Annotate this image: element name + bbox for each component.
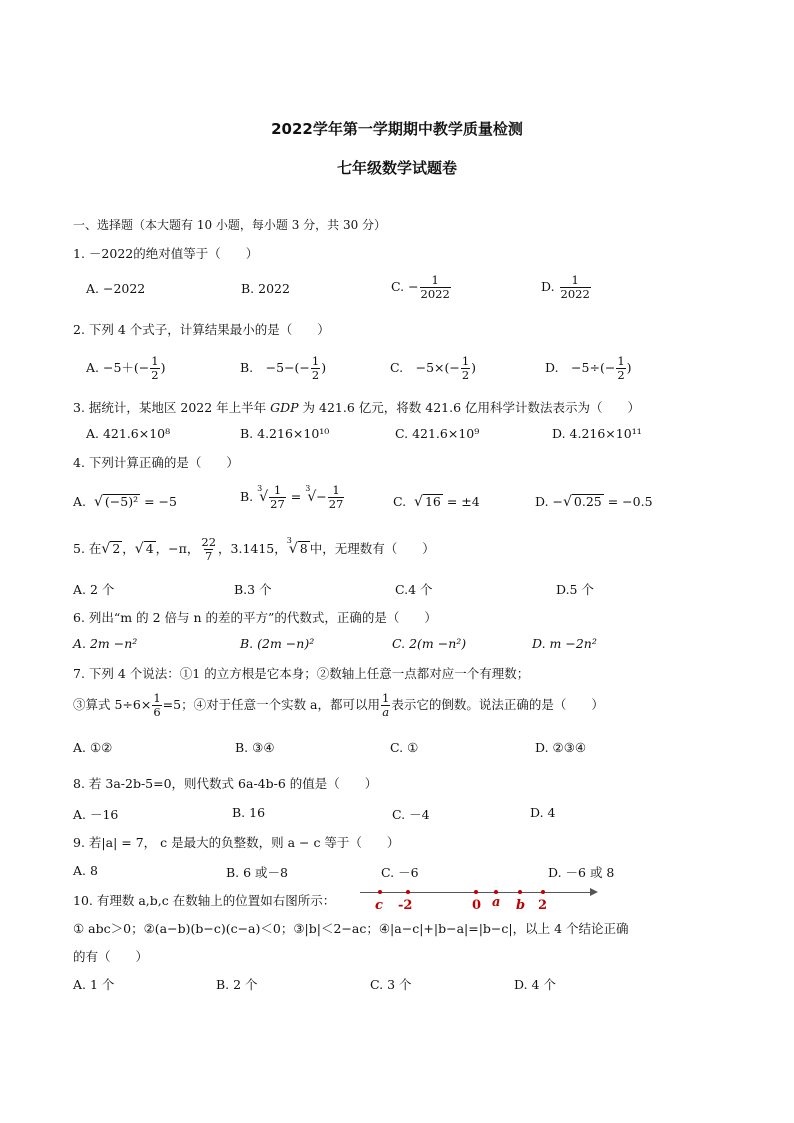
- q7-option-c: C. ①: [390, 740, 419, 755]
- q10-option-d: D. 4 个: [514, 977, 556, 992]
- question-10: 10. 有理数 a,b,c 在数轴上的位置如右图所示：: [73, 893, 336, 908]
- q1-option-c: C. − $\frac{1}{2022}$: [391, 273, 450, 302]
- q1-option-d: D. $\frac{1}{2022}$: [541, 273, 590, 302]
- q7-option-a: A. ①②: [73, 740, 113, 755]
- q5-option-d: D.5 个: [556, 582, 594, 597]
- q10-option-a: A. 1 个: [73, 977, 115, 992]
- question-8: 8. 若 3a-2b-5=0，则代数式 6a-4b-6 的值是（ ）: [73, 776, 378, 791]
- q3-option-c: C. 421.6×10⁹: [395, 426, 480, 441]
- point-0: [474, 890, 478, 894]
- q3-option-b: B. 4.216×10¹⁰: [240, 426, 330, 441]
- exam-title: 2022学年第一学期期中教学质量检测: [271, 120, 523, 138]
- label-b: b: [516, 898, 526, 913]
- q4-option-d: D. −√ 0.25 = −0.5: [535, 494, 653, 510]
- question-7-line1: 7. 下列 4 个说法：①1 的立方根是它本身；②数轴上任意一点都对应一个有理数；: [73, 666, 530, 681]
- q8-option-d: D. 4: [530, 805, 556, 820]
- q5-option-a: A. 2 个: [73, 582, 115, 597]
- label-neg2: -2: [398, 898, 413, 913]
- arrow-icon: [590, 888, 598, 896]
- question-5: 5. 在√ 2 ，√ 4 ，−π， $\frac{22}{7}$ ，3.1415，$^3$√ 8 中，无理数有（ ）: [73, 535, 435, 564]
- q6-option-c: C. 2(m −n²): [392, 636, 467, 651]
- q2-option-d: D. −5÷(− $\frac{1}{2}$ ): [545, 354, 632, 383]
- question-1: [73, 244, 258, 262]
- section-heading: 一、选择题（本大题有 10 小题，每小题 3 分，共 30 分）: [73, 218, 387, 232]
- number-line: [360, 886, 600, 916]
- point-neg2: [406, 890, 410, 894]
- q2-option-b: B. −5−(− $\frac{1}{2}$ ): [240, 354, 327, 383]
- q9-option-a: A. 8: [73, 863, 98, 878]
- q1-expression: －2022: [88, 246, 134, 261]
- question-6: 6. 列出“m 的 2 倍与 n 的差的平方”的代数式，正确的是（ ）: [73, 610, 437, 625]
- question-2: 2. 下列 4 个式子，计算结果最小的是（ ）: [73, 322, 330, 337]
- q1-option-b: B. 2022: [241, 281, 290, 296]
- question-10-conditions: ① abc＞0；②(a−b)(b−c)(c−a)＜0；③|b|＜2−ac；④|a−c|+|b−a|=|b−c|，以上 4 个结论正确: [73, 921, 629, 936]
- point-2: [541, 890, 545, 894]
- point-a: [494, 890, 498, 894]
- q10-option-c: C. 3 个: [370, 977, 412, 992]
- question-10-tail: 的有（ ）: [73, 949, 149, 964]
- label-2: 2: [538, 898, 548, 913]
- point-c: [378, 890, 382, 894]
- q9-option-b: B. 6 或－8: [226, 865, 289, 880]
- q1-option-a: A. −2022: [86, 281, 146, 296]
- q6-option-b: B. (2m −n)²: [240, 636, 315, 651]
- q4-option-c: C. √ 16 = ±4: [393, 494, 480, 510]
- label-0: 0: [472, 898, 482, 913]
- label-c: c: [375, 898, 383, 913]
- q2-option-c: C. −5×(− $\frac{1}{2}$ ): [390, 354, 477, 383]
- q10-option-b: B. 2 个: [216, 977, 258, 992]
- q6-option-d: D. m −2n²: [532, 636, 597, 651]
- question-4: 4. 下列计算正确的是（ ）: [73, 455, 239, 470]
- q8-option-c: C. －4: [392, 807, 430, 822]
- q1-text: 的绝对值等于（ ）: [133, 246, 259, 261]
- q7-option-d: D. ②③④: [535, 740, 587, 755]
- q6-option-a: A. 2m −n²: [73, 636, 138, 651]
- q7-option-b: B. ③④: [235, 740, 275, 755]
- q9-option-d: D. －6 或 8: [548, 865, 615, 880]
- q2-option-a: A. −5＋(− $\frac{1}{2}$ ): [86, 354, 166, 383]
- q4-option-a: A. √ (−5)² = −5: [73, 494, 177, 510]
- q8-option-b: B. 16: [232, 805, 266, 820]
- q5-option-c: C.4 个: [395, 582, 433, 597]
- point-b: [518, 890, 522, 894]
- exam-subtitle: 七年级数学试题卷: [336, 159, 457, 177]
- question-7-line2: ③算式 5÷6× $\frac{1}{6}$ =5；④对于任意一个实数 a，都可以用 $\frac{1}{a}$ 表示它的倒数。说法正确的是（ ）: [73, 691, 604, 720]
- q1-number: 1.: [73, 246, 85, 261]
- q8-option-a: A. －16: [73, 807, 119, 822]
- q9-option-c: C. －6: [381, 865, 419, 880]
- question-9: 9. 若|a| = 7， c 是最大的负整数，则 a − c 等于（ ）: [73, 835, 400, 850]
- question-3: 3. 据统计，某地区 2022 年上半年 GDP 为 421.6 亿元，将数 421.6 亿用科学计数法表示为（ ）: [73, 400, 641, 415]
- label-a: a: [492, 895, 501, 910]
- q4-option-b: B. $^3$√ $\frac{1}{27}$ = $^3$√− $\frac{1}{27}$: [240, 483, 344, 512]
- q3-option-d: D. 4.216×10¹¹: [552, 426, 642, 441]
- q5-option-b: B.3 个: [234, 582, 272, 597]
- q3-option-a: A. 421.6×10⁸: [86, 426, 171, 441]
